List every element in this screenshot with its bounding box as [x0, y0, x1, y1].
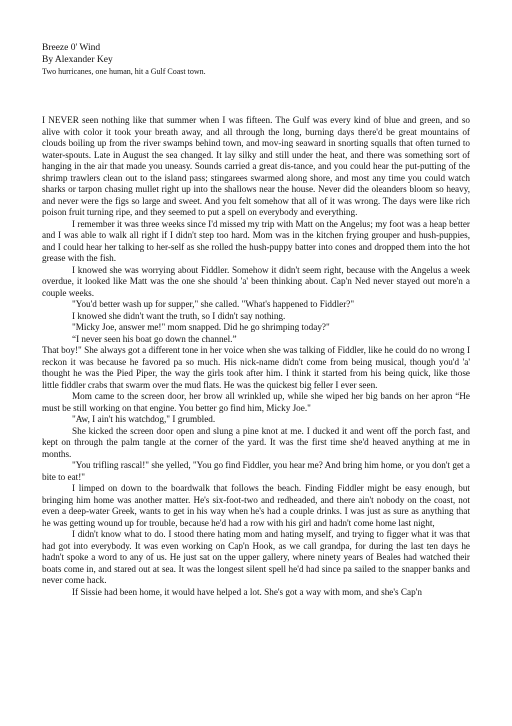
paragraph: “I never seen his boat go down the channel.”: [72, 333, 237, 344]
paragraph: Mom came to the screen door, her brow all wrinkled up, while she wiped her big bands on her apron “He must be still working on that engine. You better go find him, Micky Joe.": [42, 391, 470, 413]
paragraph: "You trifling rascal!" she yelled, "You go find Fiddler, you hear me? And bring him home, or you don't get a bite to eat!": [42, 460, 470, 482]
paragraph: I knowed she was worrying about Fiddler. Somehow it didn't seem right, because with the Angelus a week overdue, it looked like Matt was the one she should 'a' been thinking about. Cap'n Ned never stayed out more'n a couple weeks.: [42, 264, 470, 298]
story-body: [42, 115, 470, 598]
story-author: By Alexander Key: [42, 55, 113, 65]
paragraph: I NEVER seen nothing like that summer when I was fifteen. The Gulf was every kind of blue and green, and so alive with color it took your breath away, and all through the long, burning days there'd be great mountains of clouds boiling up from the river swamps behind town, and mov-ing seaward in snorting squalls that often turned to water-spouts. Late in August the sea changed. It lay silky and still under the heat, and there was something sort of hanging in the air that made you uneasy. Sounds carried a great dis-tance, and you could hear the put-putting of the shrimp trawlers clean out to the island pass; stingarees swarmed along shore, and most any time you could watch sharks or tarpon chasing mullet right up into the shallows near the house. Never did the oleanders bloom so heavy, and never were the figs so large and sweet. And you felt somehow that all of it was wrong. The days were like rich poison fruit turning ripe, and they seemed to put a spell on everybody and everything.: [42, 115, 470, 217]
paragraph: If Sissie had been home, it would have helped a lot. She's got a way with mom, and she's Cap'n: [72, 586, 422, 597]
story-title: Breeze 0' Wind: [42, 43, 101, 53]
paragraph: I didn't know what to do. I stood there hating mom and hating myself, and trying to figger what it was that had got into everybody. It was even working on Cap'n Hook, as we call grandpa, for during the last ten days he hadn't spoke a word to any of us. He just sat on the upper gallery, where ninety years of Beales had watched their boats come in, and stared out at sea. It was the longest silent spell he'd had since pa sailed to the snapper banks and never come hack.: [42, 529, 470, 585]
story-tagline: Two hurricanes, one human, hit a Gulf Coast town.: [42, 67, 206, 76]
paragraph: I remember it was three weeks since I'd missed my trip with Matt on the Angelus; my foot was a heap better and I was able to walk all right if I didn't step too hard. Mom was in the kitchen frying grouper and hush-puppies, and I could hear her talking to her-self as she rolled the hush-puppy batter into cones and dropped them into the hot grease with the fish.: [42, 218, 470, 263]
paragraph: That boy!" She always got a different tone in her voice when she was talking of Fiddler, like he could do no wrong I reckon it was because he favored pa so much. His nick-name didn't come from being musical, though you'd 'a' thought he was the Pied Piper, the way the girls took after him. I think it started from his being quick, like those little fiddler crabs that swarm over the mud flats. He was the quickest big feller I ever seen.: [42, 345, 470, 390]
paragraph: I knowed she didn't want the truth, so I didn't say nothing.: [72, 310, 286, 321]
paragraph: "Micky Joe, answer me!" mom snapped. Did he go shrimping today?": [72, 322, 330, 332]
paragraph: "Aw, I ain't his watchdog," I grumbled.: [72, 414, 216, 424]
paragraph: I limped on down to the boardwalk that follows the beach. Finding Fiddler might be easy enough, but bringing him home was another matter. He's six-foot-two and redheaded, and there ain't nobody on the coast, not even a deep-water Greek, wants to get in his way when he's had a couple drinks. I was just as sure as anything that he was getting wound up for trouble, because he'd had a row with his girl and hadn't come home last night,: [42, 483, 470, 528]
paragraph: "You'd better wash up for supper," she called. "What's happened to Fiddler?": [72, 299, 355, 309]
paragraph: She kicked the screen door open and slung a pine knot at me. I ducked it and went off the porch fast, and kept on through the palm tangle at the corner of the yard. It was the first time she'd heaved anything at me in months.: [42, 425, 470, 459]
